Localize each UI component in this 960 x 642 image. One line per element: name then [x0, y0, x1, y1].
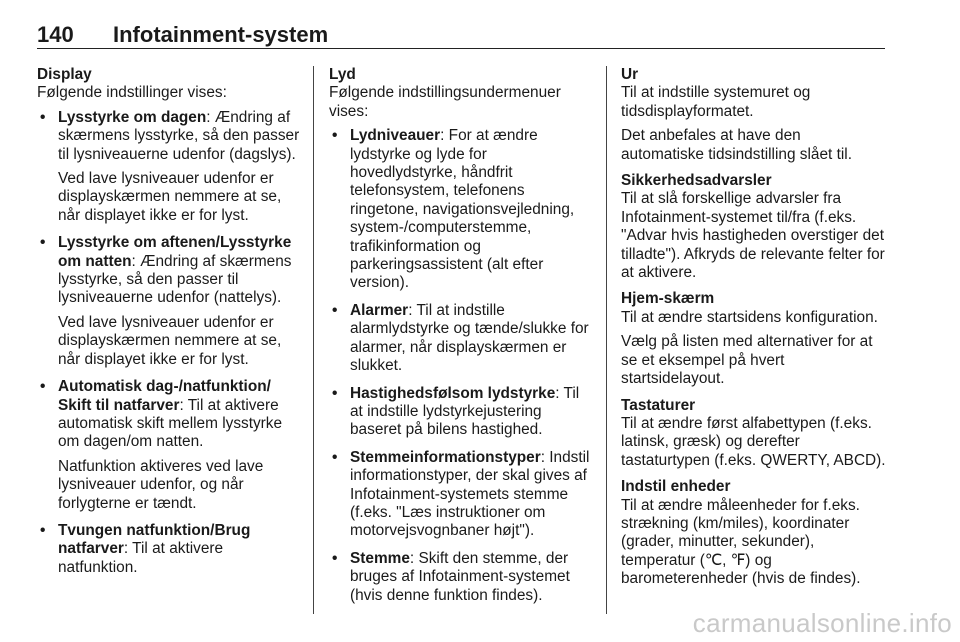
- display-settings-list: [37, 109, 301, 577]
- hjem-skaerm-section: [621, 290, 887, 388]
- setting-name: Stemmeinformationstyper: [350, 448, 541, 466]
- setting-name: Hastighedsfølsom lydstyrke: [350, 384, 556, 402]
- page-title: Infotainment-system: [113, 22, 329, 47]
- list-item: [329, 449, 593, 541]
- bullet-icon: •: [332, 384, 338, 402]
- section-title-hjem-skaerm: Hjem-skærm: [621, 290, 715, 308]
- setting-name: Automatisk dag-/natfunktion/ Skift til natfarver: [58, 378, 271, 414]
- paragraph: Til at indstille systemuret og tidsdisplayformatet.: [621, 84, 811, 120]
- bullet-icon: •: [40, 521, 46, 539]
- column-divider: [313, 66, 314, 614]
- sikkerhedsadvarsler-section: [621, 172, 887, 282]
- setting-description: : Til at aktivere automatisk skift mellem lysstyrke om dagen/om natten.: [58, 396, 283, 451]
- setting-note: Natfunktion aktiveres ved lave lysniveauer udenfor, og når forlygterne er tændt.: [58, 457, 264, 512]
- section-intro: Følgende indstillinger vises:: [37, 84, 227, 102]
- setting-description: : For at ændre lydstyrke og lyde for hovedlydstyrke, håndfrit telefonsystem, telefonens ringetone, navigationsvejledning, system-/computerstemme, trafikinformation og parkeringsassistent (alt efter version).: [350, 127, 575, 292]
- setting-description: : Ændring af skærmens lysstyrke, så den passer til lysniveauerne udenfor (nattelys).: [58, 252, 292, 307]
- ur-section: [621, 66, 887, 164]
- setting-name: Alarmer: [350, 301, 409, 319]
- list-item: [37, 378, 301, 513]
- setting-name: Lydniveauer: [350, 127, 441, 145]
- tastaturer-section: [621, 397, 887, 471]
- list-item: [329, 302, 593, 376]
- setting-note: Ved lave lysniveauer udenfor er displayskærmen nemmere at se, når displayet ikke er for lyst.: [58, 313, 282, 368]
- section-title-sikkerhedsadvarsler: Sikkerhedsadvarsler: [621, 172, 772, 190]
- watermark: carmanualsonline.info: [692, 608, 952, 638]
- section-title-lyd: Lyd: [329, 66, 356, 83]
- section-title-indstil-enheder: Indstil enheder: [621, 478, 731, 496]
- setting-description: : Til at aktivere natfunktion.: [58, 540, 224, 576]
- list-item: [37, 522, 301, 577]
- bullet-icon: •: [332, 301, 338, 319]
- bullet-icon: •: [40, 234, 46, 252]
- column-1: [37, 66, 301, 586]
- paragraph: Det anbefales at have den automatiske tidsindstilling slået til.: [621, 127, 852, 163]
- setting-note: Ved lave lysniveauer udenfor er displayskærmen nemmere at se, når displayet ikke er for lyst.: [58, 170, 282, 224]
- list-item: [329, 127, 593, 293]
- setting-name: Lysstyrke om aftenen/Lysstyrke om natten: [58, 234, 292, 270]
- list-item: [329, 550, 593, 605]
- setting-name: Lysstyrke om dagen: [58, 108, 207, 126]
- setting-description: : Indstil informationstyper, der skal gives af Infotainment-systemets stemme (f.eks. "Læs instruktioner om motorvejsvognbaner højt").: [350, 448, 590, 540]
- list-item: [37, 234, 301, 369]
- column-2: [329, 66, 593, 614]
- column-3: [621, 66, 887, 597]
- indstil-enheder-section: [621, 478, 887, 588]
- list-item: [329, 385, 593, 440]
- paragraph: Vælg på listen med alternativer for at se et eksempel på hvert startsidelayout.: [621, 333, 873, 388]
- setting-name: Tvungen natfunktion/Brug natfarver: [58, 521, 251, 558]
- section-title-tastaturer: Tastaturer: [621, 396, 696, 414]
- lyd-settings-list: [329, 127, 593, 605]
- bullet-icon: •: [40, 378, 46, 396]
- setting-description: : Ændring af skærmens lysstyrke, så den passer til lysniveauerne udenfor (dagslys).: [58, 108, 300, 163]
- paragraph: Til at slå forskellige advarsler fra Infotainment-systemet til/fra (f.eks. "Advar hvis hastigheden overstiger det tilladte"). Afkryds de relevante felter for at aktivere.: [621, 190, 885, 282]
- paragraph: Til at ændre startsidens konfiguration.: [621, 308, 878, 326]
- lyd-section: [329, 66, 593, 605]
- section-intro: Følgende indstillingsundermenuer vises:: [329, 84, 561, 120]
- bullet-icon: •: [332, 448, 338, 466]
- page-number: 140: [37, 22, 74, 47]
- section-title-ur: Ur: [621, 66, 639, 83]
- bullet-icon: •: [332, 549, 338, 567]
- setting-description: : Til at indstille alarmlydstyrke og tænde/slukke for alarmer, når displayskærmen er slukket.: [350, 301, 589, 375]
- display-section: [37, 66, 301, 577]
- list-item: [37, 109, 301, 225]
- bullet-icon: •: [332, 127, 338, 145]
- setting-description: : Til at indstille lydstyrkejustering baseret på bilens hastighed.: [350, 384, 580, 439]
- section-title-display: Display: [37, 66, 92, 83]
- bullet-icon: •: [40, 108, 46, 126]
- column-divider: [606, 66, 607, 614]
- setting-name: Stemme: [350, 549, 410, 567]
- page-header: [37, 18, 885, 49]
- paragraph: Til at ændre først alfabettypen (f.eks. latinsk, græsk) og derefter tastaturtypen (f.eks. QWERTY, ABCD).: [621, 414, 886, 469]
- setting-description: : Skift den stemme, der bruges af Infotainment-systemet (hvis denne funktion findes).: [350, 549, 570, 604]
- paragraph: Til at ændre måleenheder for f.eks. strækning (km/miles), koordinater (grader, minutter, sekunder), temperatur (℃, ℉) og barometerenheder (hvis de findes).: [621, 496, 861, 588]
